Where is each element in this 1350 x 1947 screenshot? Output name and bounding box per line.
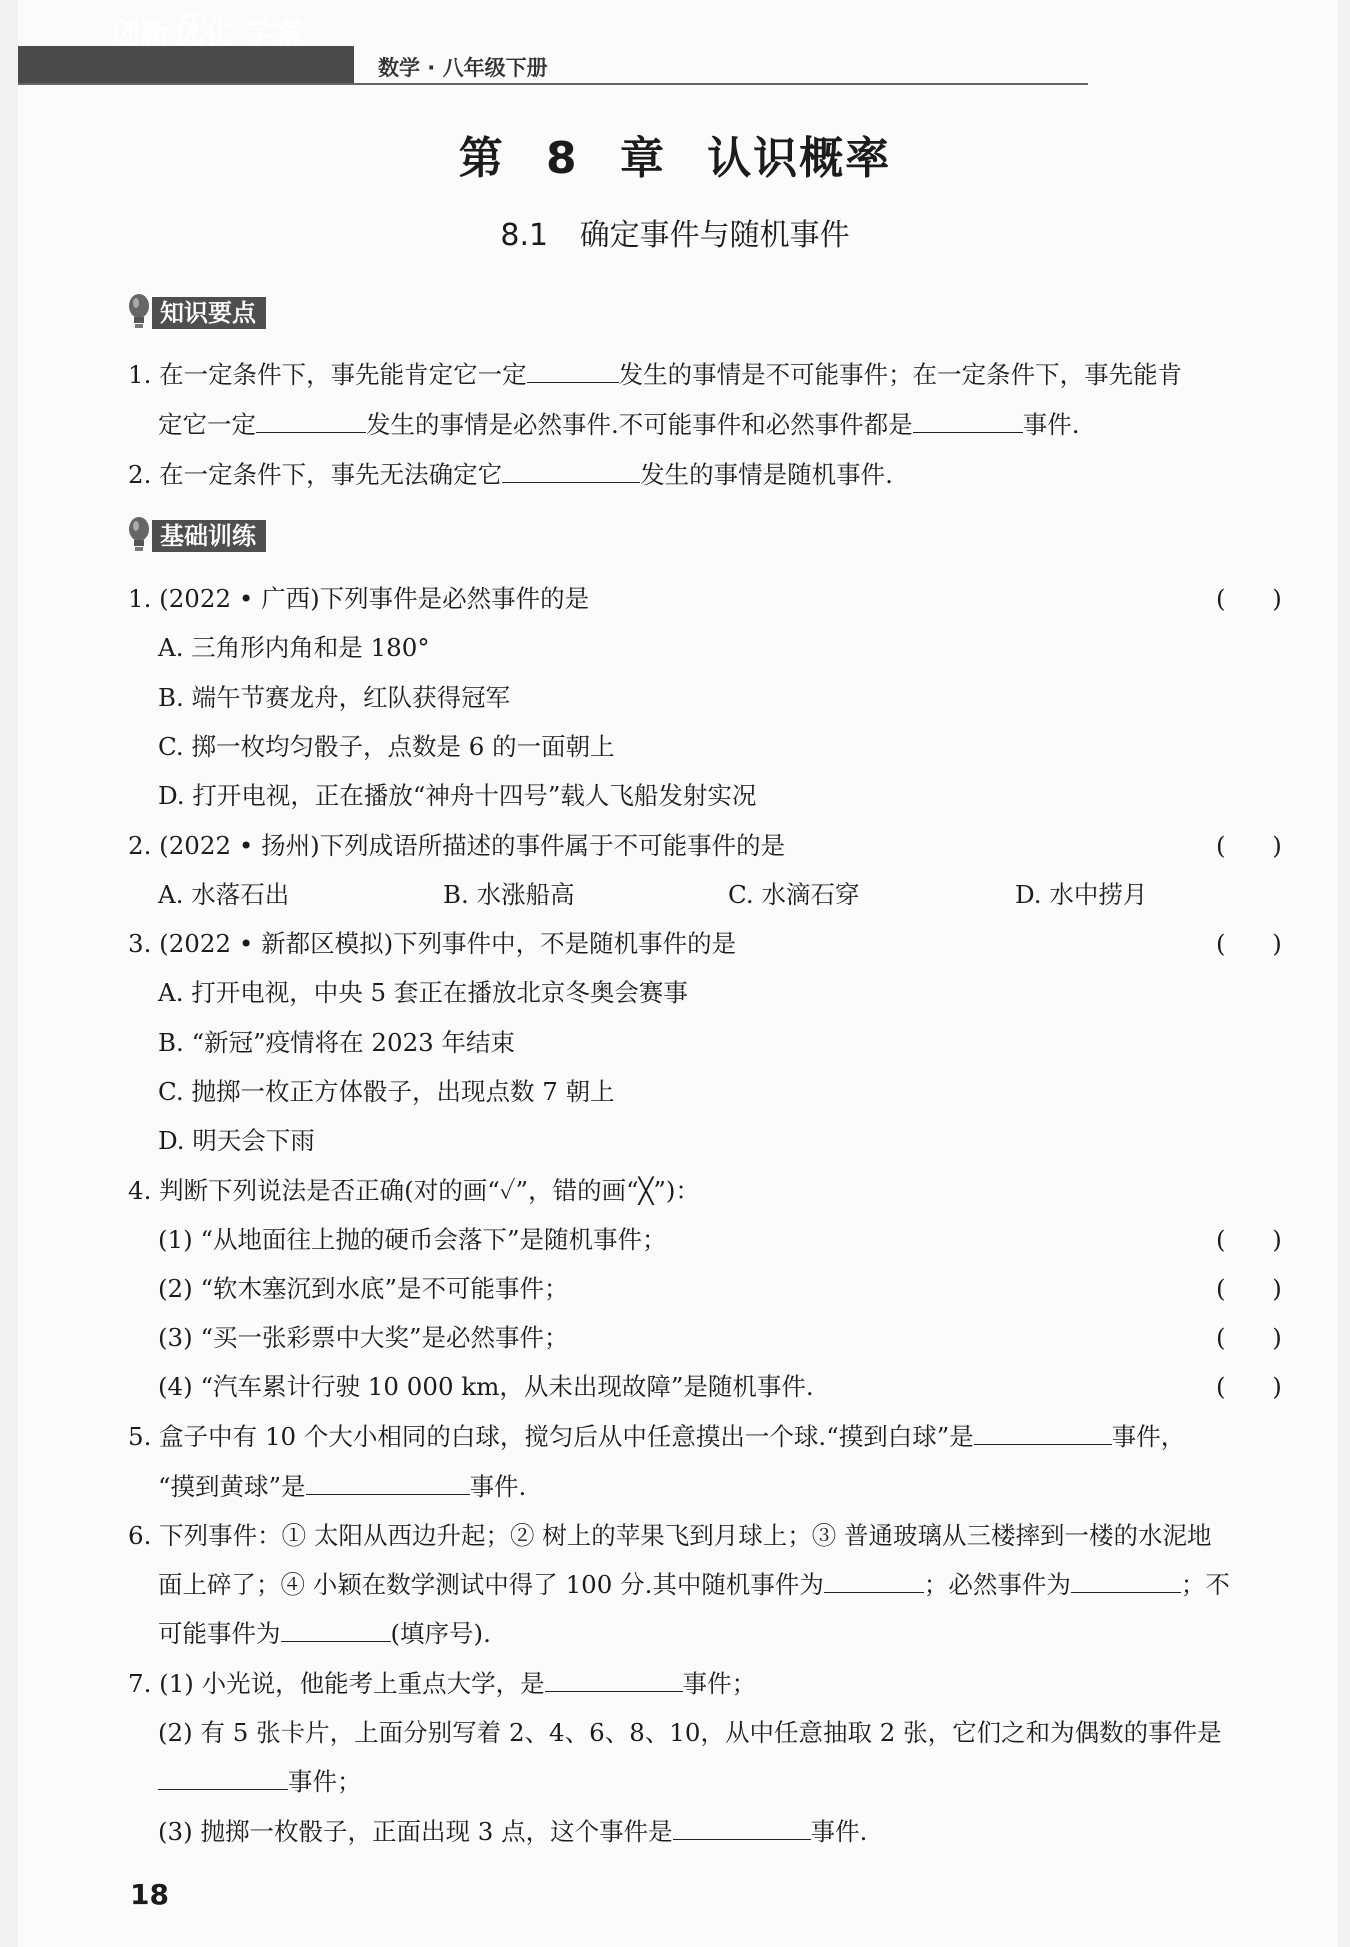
knowledge-item-1-line-2: 定它一定 发生的事情是必然事件.不可能事件和必然事件都是 事件. (158, 410, 1080, 439)
training-tag-label: 基础训练 (152, 520, 266, 552)
chapter-title: 第 8 章 认识概率 (458, 133, 892, 184)
page (18, 0, 1338, 1947)
header-divider (18, 83, 1088, 85)
question-6-line-1: 6. 下列事件：① 太阳从西边升起；② 树上的苹果飞到月球上；③ 普通玻璃从三楼摔到一楼的水泥地 (128, 1521, 1212, 1550)
header-subject: 数学 · 八年级下册 (378, 56, 548, 80)
answer-blank[interactable] (256, 431, 366, 433)
answer-paren[interactable]: ( ) (1216, 584, 1282, 613)
answer-paren[interactable]: ( ) (1216, 1372, 1282, 1401)
question-1-stem: 1. (2022 • 广西)下列事件是必然事件的是 (128, 584, 590, 613)
question-3-option-b: B. “新冠”疫情将在 2023 年结束 (158, 1028, 516, 1057)
question-4-statement-2: (2) “软木塞沉到水底”是不可能事件； (158, 1274, 569, 1303)
question-7-part-2: (2) 有 5 张卡片，上面分别写着 2、4、6、8、10，从中任意抽取 2 张，它们之和为偶数的事件是 (158, 1718, 1222, 1747)
knowledge-tag (128, 296, 266, 330)
lightbulb-icon (128, 293, 150, 333)
question-7-part-2-cont: 事件； (158, 1765, 362, 1799)
question-1-option-a: A. 三角形内角和是 180° (158, 633, 430, 662)
answer-blank[interactable] (306, 1493, 470, 1495)
question-1-option-c: C. 掷一枚均匀骰子，点数是 6 的一面朝上 (158, 732, 615, 761)
answer-blank[interactable] (545, 1690, 683, 1692)
training-tag (128, 519, 266, 553)
question-4-statement-1: (1) “从地面往上抛的硬币会落下”是随机事件； (158, 1225, 667, 1254)
lightbulb-icon (128, 516, 150, 556)
question-5-line-2: “摸到黄球”是 事件. (158, 1472, 527, 1501)
answer-paren[interactable]: ( ) (1216, 1225, 1282, 1254)
answer-blank[interactable] (158, 1788, 288, 1790)
question-2-option-d: D. 水中捞月 (1015, 880, 1148, 909)
question-6-line-2: 面上碎了；④ 小颖在数学测试中得了 100 分.其中随机事件为 ；必然事件为 ；不 (158, 1570, 1230, 1599)
answer-blank[interactable] (527, 381, 619, 383)
answer-blank[interactable] (824, 1591, 924, 1593)
question-3-option-a: A. 打开电视，中央 5 套正在播放北京冬奥会赛事 (158, 978, 688, 1007)
answer-blank[interactable] (281, 1640, 391, 1642)
section-title: 8.1 确定事件与随机事件 (500, 218, 850, 253)
answer-blank[interactable] (502, 481, 640, 483)
question-7-part-1: 7. (1) 小光说，他能考上重点大学，是 事件； (128, 1669, 757, 1698)
question-2-option-c: C. 水滴石穿 (728, 880, 860, 909)
answer-paren[interactable]: ( ) (1216, 1274, 1282, 1303)
question-7-part-3: (3) 抛掷一枚骰子，正面出现 3 点，这个事件是 事件. (158, 1817, 868, 1846)
question-2-option-a: A. 水落石出 (158, 880, 290, 909)
answer-blank[interactable] (673, 1838, 811, 1840)
answer-paren[interactable]: ( ) (1216, 929, 1282, 958)
page-number: 18 (130, 1878, 169, 1911)
question-1-option-b: B. 端午节赛龙舟，红队获得冠军 (158, 683, 511, 712)
answer-blank[interactable] (974, 1443, 1112, 1445)
answer-blank[interactable] (1071, 1591, 1181, 1593)
knowledge-tag-label: 知识要点 (152, 297, 266, 329)
question-4-statement-4: (4) “汽车累计行驶 10 000 km，从未出现故障”是随机事件. (158, 1372, 814, 1401)
knowledge-item-1-line-1: 1. 在一定条件下，事先能肯定它一定 发生的事情是不可能事件；在一定条件下，事先能肯 (128, 360, 1183, 389)
question-3-option-d: D. 明天会下雨 (158, 1126, 315, 1155)
question-4-statement-3: (3) “买一张彩票中大奖”是必然事件； (158, 1323, 569, 1352)
question-3-stem: 3. (2022 • 新都区模拟)下列事件中，不是随机事件的是 (128, 929, 737, 958)
answer-paren[interactable]: ( ) (1216, 1323, 1282, 1352)
question-1-option-d: D. 打开电视，正在播放“神舟十四号”载人飞船发射实况 (158, 781, 757, 810)
answer-blank[interactable] (913, 431, 1023, 433)
question-5-line-1: 5. 盒子中有 10 个大小相同的白球，搅匀后从中任意摸出一个球.“摸到白球”是 事件， (128, 1422, 1186, 1451)
question-2-stem: 2. (2022 • 扬州)下列成语所描述的事件属于不可能事件的是 (128, 831, 786, 860)
question-2-option-b: B. 水涨船高 (443, 880, 575, 909)
question-3-option-c: C. 抛掷一枚正方体骰子，出现点数 7 朝上 (158, 1077, 615, 1106)
answer-paren[interactable]: ( ) (1216, 831, 1282, 860)
question-6-line-3: 可能事件为 (填序号). (158, 1619, 491, 1648)
brand-logo: 创新优化 学案 (112, 11, 303, 51)
knowledge-item-2: 2. 在一定条件下，事先无法确定它 发生的事情是随机事件. (128, 460, 893, 489)
question-4-stem: 4. 判断下列说法是否正确(对的画“✓”，错的画“╳”)： (128, 1176, 700, 1205)
